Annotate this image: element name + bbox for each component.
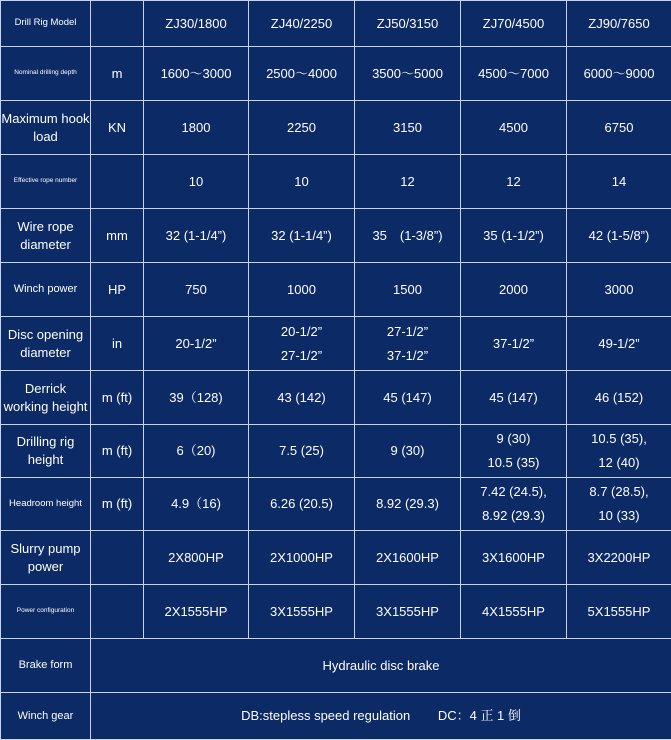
value-cell: 2X1555HP [144, 585, 249, 639]
value-cell [567, 425, 671, 478]
model-header: ZJ70/4500 [461, 1, 567, 47]
value-line: 27-1/2” [355, 323, 460, 341]
value-line: 49-1/2” [567, 335, 671, 353]
row-label: Drilling rig height [1, 425, 91, 478]
value-cell: 35 (1-3/8”) [355, 209, 461, 263]
value-cell: 43 (142) [249, 371, 355, 425]
row-label: Brake form [1, 639, 91, 693]
value-line: 27-1/2” [249, 347, 354, 365]
value-cell [355, 317, 461, 371]
row-label: Effective rope number [1, 155, 91, 209]
value-cell: 10 [249, 155, 355, 209]
value-cell: 45 (147) [461, 371, 567, 425]
row-label: Winch gear [1, 693, 91, 740]
value-cell [144, 478, 249, 531]
unit-cell: mm [91, 209, 144, 263]
value-cell: 2500～4000 [249, 47, 355, 101]
spec-row [1, 371, 671, 425]
unit-cell: in [91, 317, 144, 371]
value-cell: 1500 [355, 263, 461, 317]
value-cell: 3500～5000 [355, 47, 461, 101]
model-header: ZJ90/7650 [567, 1, 671, 47]
value-line: 10.5 (35), [567, 430, 671, 448]
value-cell [355, 425, 461, 478]
value-cell [461, 425, 567, 478]
value-line: 20-1/2” [249, 323, 354, 341]
value-cell: 4500～7000 [461, 47, 567, 101]
value-cell: 2X1000HP [249, 531, 355, 585]
value-cell: 4500 [461, 101, 567, 155]
value-cell: 12 [461, 155, 567, 209]
row-label: Slurry pump power [1, 531, 91, 585]
row-label: Nominal drilling depth [1, 47, 91, 101]
value-line: 10.5 (35) [461, 454, 566, 472]
spec-row [1, 209, 671, 263]
value-cell [249, 425, 355, 478]
value-cell [355, 478, 461, 531]
value-cell [567, 478, 671, 531]
row-label: Disc opening diameter [1, 317, 91, 371]
value-cell: 2000 [461, 263, 567, 317]
brake-form-row [1, 639, 671, 693]
value-line: 4.9（16) [144, 495, 248, 513]
spec-row [1, 531, 671, 585]
value-line: 10 (33) [567, 507, 671, 525]
row-label: Derrick working height [1, 371, 91, 425]
model-header: ZJ50/3150 [355, 1, 461, 47]
value-line: 37-1/2” [355, 347, 460, 365]
value-cell [249, 317, 355, 371]
value-cell: 45 (147) [355, 371, 461, 425]
row-label: Power configuration [1, 585, 91, 639]
unit-cell: m (ft) [91, 478, 144, 531]
value-line: 7.5 (25) [249, 442, 354, 460]
value-cell: 3150 [355, 101, 461, 155]
value-line: 7.42 (24.5), [461, 483, 566, 501]
value-line: 8.92 (29.3) [355, 495, 460, 513]
row-label: Maximum hook load [1, 101, 91, 155]
row-label: Winch power [1, 263, 91, 317]
unit-cell [91, 155, 144, 209]
value-cell: 42 (1-5/8”) [567, 209, 671, 263]
value-cell: 32 (1-1/4”) [144, 209, 249, 263]
value-cell: 14 [567, 155, 671, 209]
spec-row [1, 155, 671, 209]
value-cell [144, 425, 249, 478]
value-cell: 6000～9000 [567, 47, 671, 101]
value-cell: 5X1555HP [567, 585, 671, 639]
spec-row [1, 585, 671, 639]
value-cell: 3X1555HP [355, 585, 461, 639]
winch-gear-value [91, 693, 671, 740]
value-cell: 1000 [249, 263, 355, 317]
value-line: 9 (30) [355, 442, 460, 460]
row-label: Wire rope diameter [1, 209, 91, 263]
value-cell: 46 (152) [567, 371, 671, 425]
winch-gear-row [1, 693, 671, 740]
value-cell: 1800 [144, 101, 249, 155]
value-line: 6.26 (20.5) [249, 495, 354, 513]
unit-cell [91, 531, 144, 585]
value-line: 8.7 (28.5), [567, 483, 671, 501]
value-cell: 2X800HP [144, 531, 249, 585]
value-cell: 6750 [567, 101, 671, 155]
value-cell: 35 (1-1/2”) [461, 209, 567, 263]
unit-cell: m [91, 47, 144, 101]
brake-form-value: Hydraulic disc brake [91, 639, 671, 693]
model-header: ZJ40/2250 [249, 1, 355, 47]
value-cell: 10 [144, 155, 249, 209]
spec-row [1, 425, 671, 478]
value-cell: 3X1555HP [249, 585, 355, 639]
value-cell: 1600～3000 [144, 47, 249, 101]
value-cell: 32 (1-1/4”) [249, 209, 355, 263]
value-cell [144, 317, 249, 371]
unit-cell [91, 1, 144, 47]
value-cell: 3000 [567, 263, 671, 317]
unit-cell: HP [91, 263, 144, 317]
value-cell: 2250 [249, 101, 355, 155]
value-cell [461, 317, 567, 371]
unit-cell: KN [91, 101, 144, 155]
value-line: 12 (40) [567, 454, 671, 472]
row-label: Headroom height [1, 478, 91, 531]
value-cell [249, 478, 355, 531]
value-cell [461, 478, 567, 531]
spec-row [1, 317, 671, 371]
value-cell: 39（128) [144, 371, 249, 425]
row-label: Drill Rig Model [1, 1, 91, 47]
spec-row [1, 478, 671, 531]
value-cell: 2X1600HP [355, 531, 461, 585]
value-line: 37-1/2” [461, 335, 566, 353]
value-line: 8.92 (29.3) [461, 507, 566, 525]
value-cell: 3X2200HP [567, 531, 671, 585]
unit-cell [91, 585, 144, 639]
value-line: 6（20) [144, 442, 248, 460]
winch-gear-db: DB:stepless speed regulation [241, 708, 410, 723]
unit-cell: m (ft) [91, 425, 144, 478]
value-cell: 3X1600HP [461, 531, 567, 585]
value-cell: 750 [144, 263, 249, 317]
value-cell: 12 [355, 155, 461, 209]
value-cell: 4X1555HP [461, 585, 567, 639]
unit-cell: m (ft) [91, 371, 144, 425]
spec-row [1, 263, 671, 317]
spec-row [1, 101, 671, 155]
winch-gear-dc: DC：4 正 1 倒 [438, 708, 521, 723]
value-line: 9 (30) [461, 430, 566, 448]
header-row [1, 1, 671, 47]
value-cell [567, 317, 671, 371]
model-header: ZJ30/1800 [144, 1, 249, 47]
spec-row [1, 47, 671, 101]
value-line: 20-1/2” [144, 335, 248, 353]
